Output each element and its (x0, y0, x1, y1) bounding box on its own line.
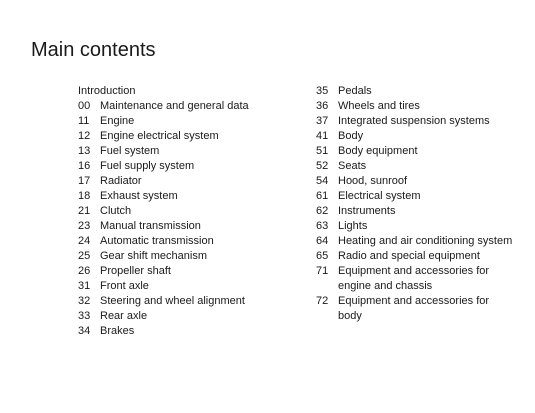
toc-label: Maintenance and general data (100, 100, 249, 112)
toc-item-25[interactable] (78, 249, 298, 264)
toc-item-54[interactable] (316, 174, 526, 189)
toc-label: Hood, sunroof (338, 175, 408, 187)
toc-item-37[interactable] (316, 114, 526, 129)
toc-number: 32 (78, 295, 91, 307)
toc-label: Manual transmission (100, 220, 201, 232)
toc-number: 51 (316, 145, 329, 157)
toc-item-26[interactable] (78, 264, 298, 279)
toc-label: Seats (338, 160, 367, 172)
toc-label: Introduction (78, 85, 136, 97)
toc-label: Pedals (338, 85, 372, 97)
toc-number: 34 (78, 325, 91, 337)
toc-item-31[interactable] (78, 279, 298, 294)
toc-label: Brakes (100, 325, 135, 337)
toc-number: 63 (316, 220, 329, 232)
page-title: Main contents (31, 39, 156, 61)
toc-item-62[interactable] (316, 204, 526, 219)
toc-label: Instruments (338, 205, 396, 217)
toc-label: Heating and air conditioning system (338, 235, 513, 247)
toc-number: 64 (316, 235, 329, 247)
toc-item-41[interactable] (316, 129, 526, 144)
toc-item-36[interactable] (316, 99, 526, 114)
toc-label: Body equipment (338, 145, 418, 157)
toc-label: Wheels and tires (338, 100, 420, 112)
toc-item-63[interactable] (316, 219, 526, 234)
toc-item-18[interactable] (78, 189, 298, 204)
toc-label: Clutch (100, 205, 132, 217)
toc-number: 13 (78, 145, 91, 157)
toc-label: Fuel supply system (100, 160, 195, 172)
toc-item-72[interactable] (316, 294, 526, 324)
toc-number: 00 (78, 100, 91, 112)
toc-label: Equipment and accessories for engine and chassis (338, 265, 490, 292)
toc-item-13[interactable] (78, 144, 298, 159)
toc-item-32[interactable] (78, 294, 298, 309)
toc-item-11[interactable] (78, 114, 298, 129)
toc-number: 16 (78, 160, 91, 172)
toc-label: Steering and wheel alignment (100, 295, 245, 307)
toc-label: Rear axle (100, 310, 148, 322)
toc-item-33[interactable] (78, 309, 298, 324)
toc-label: Front axle (100, 280, 149, 292)
toc-item-12[interactable] (78, 129, 298, 144)
toc-item-16[interactable] (78, 159, 298, 174)
toc-number: 24 (78, 235, 91, 247)
toc-label: Equipment and accessories for body (338, 295, 490, 322)
toc-number: 72 (316, 295, 329, 307)
toc-label: Propeller shaft (100, 265, 171, 277)
toc-item-23[interactable] (78, 219, 298, 234)
toc-item-24[interactable] (78, 234, 298, 249)
toc-label: Automatic transmission (100, 235, 214, 247)
toc-number: 35 (316, 85, 329, 97)
toc-item-34[interactable] (78, 324, 298, 339)
toc-left-column (78, 84, 298, 339)
toc-number: 61 (316, 190, 329, 202)
toc-number: 65 (316, 250, 329, 262)
toc-right-column (316, 84, 526, 324)
toc-number: 18 (78, 190, 91, 202)
toc-number: 33 (78, 310, 91, 322)
toc-item-17[interactable] (78, 174, 298, 189)
toc-label: Fuel system (100, 145, 160, 157)
toc-number: 11 (78, 115, 90, 127)
toc-number: 26 (78, 265, 91, 277)
toc-item-52[interactable] (316, 159, 526, 174)
toc-label: Radio and special equipment (338, 250, 480, 262)
toc-item-35[interactable] (316, 84, 526, 99)
toc-label: Engine (100, 115, 135, 127)
toc-number: 17 (78, 175, 91, 187)
toc-number: 41 (316, 130, 329, 142)
toc-item-64[interactable] (316, 234, 526, 249)
toc-number: 52 (316, 160, 329, 172)
toc-label: Body (338, 130, 364, 142)
toc-item-71[interactable] (316, 264, 526, 294)
toc-number: 25 (78, 250, 91, 262)
toc-item-introduction[interactable] (78, 84, 298, 99)
toc-label: Integrated suspension systems (338, 115, 490, 127)
toc-item-00[interactable] (78, 99, 298, 114)
toc-item-61[interactable] (316, 189, 526, 204)
toc-number: 12 (78, 130, 91, 142)
toc-label: Exhaust system (100, 190, 178, 202)
toc-number: 31 (78, 280, 91, 292)
toc-number: 37 (316, 115, 329, 127)
toc-number: 23 (78, 220, 91, 232)
toc-label: Electrical system (338, 190, 421, 202)
toc-number: 36 (316, 100, 329, 112)
toc-number: 62 (316, 205, 329, 217)
toc-item-51[interactable] (316, 144, 526, 159)
toc-number: 71 (316, 265, 329, 277)
toc-label: Lights (338, 220, 368, 232)
toc-number: 21 (78, 205, 91, 217)
toc-label: Radiator (100, 175, 142, 187)
toc-label: Engine electrical system (100, 130, 219, 142)
toc-item-65[interactable] (316, 249, 526, 264)
toc-number: 54 (316, 175, 329, 187)
toc-item-21[interactable] (78, 204, 298, 219)
toc-label: Gear shift mechanism (100, 250, 207, 262)
